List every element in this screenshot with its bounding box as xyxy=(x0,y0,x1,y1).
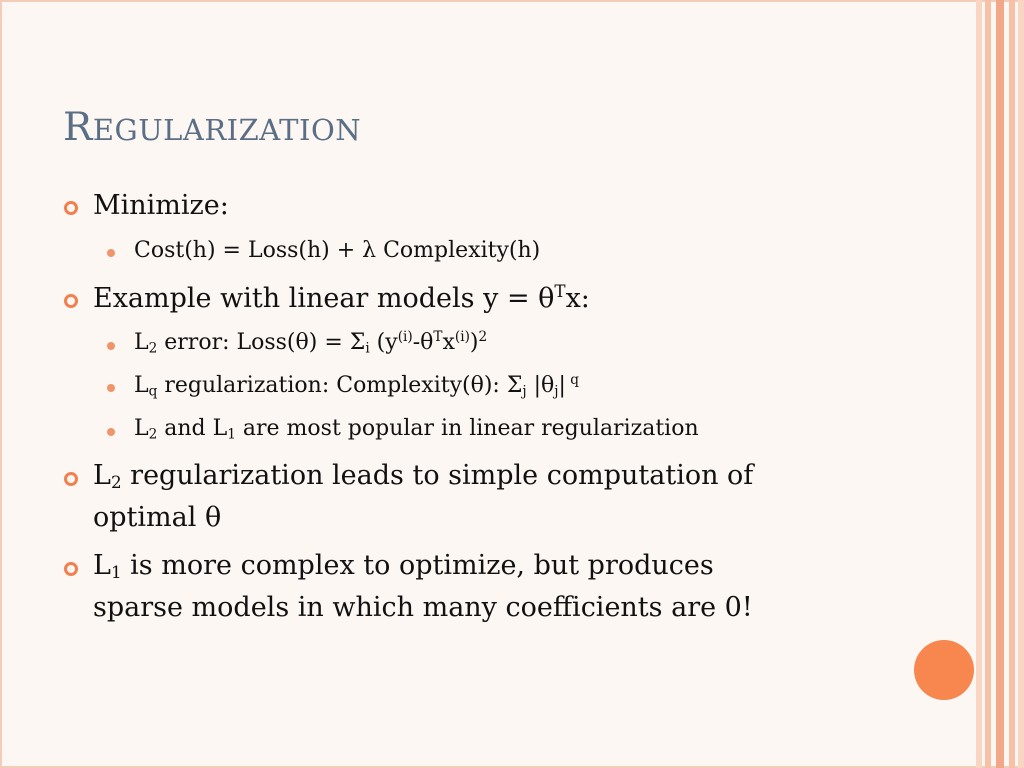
bullet-text: Minimize: xyxy=(93,190,229,221)
sub-bullet-icon xyxy=(107,249,115,257)
bullet-text: x: xyxy=(565,283,590,314)
stripe xyxy=(1018,0,1024,768)
subscript: q xyxy=(148,383,158,400)
text: x xyxy=(442,330,455,355)
subscript: i xyxy=(365,340,370,357)
text: L xyxy=(93,550,111,581)
text: is more complex to optimize, but produces xyxy=(121,550,714,581)
superscript: (i) xyxy=(454,328,470,345)
bullet-icon xyxy=(64,201,78,215)
text: |θ xyxy=(526,373,555,398)
sub-bullet-l2-error xyxy=(134,330,487,355)
text: optimal θ xyxy=(93,502,222,533)
bullet-l2-regularization-line2 xyxy=(93,502,221,533)
sub-bullet-icon xyxy=(107,342,115,350)
text: L xyxy=(134,330,149,355)
title-rest: EGULARIZATION xyxy=(92,113,362,147)
sub-bullet-cost xyxy=(134,238,540,263)
decorative-circle xyxy=(914,640,974,700)
text: -θ xyxy=(412,330,434,355)
text: L xyxy=(93,460,111,491)
superscript: (i) xyxy=(397,328,413,345)
superscript: q xyxy=(565,371,580,388)
bullet-text: Cost(h) = Loss(h) + λ Complexity(h) xyxy=(134,238,541,263)
bullet-icon xyxy=(64,472,78,486)
text: L xyxy=(134,416,149,441)
text: sparse models in which many coefficients are 0! xyxy=(93,592,753,623)
text: and L xyxy=(157,416,228,441)
text: are most popular in linear regularization xyxy=(235,416,699,441)
sub-bullet-lq xyxy=(134,373,579,398)
bullet-l1-complex-line2 xyxy=(93,592,753,623)
superscript: 2 xyxy=(478,328,488,345)
superscript: T xyxy=(433,328,443,345)
text: ) xyxy=(469,330,479,355)
sub-bullet-icon xyxy=(107,428,115,436)
bullet-example xyxy=(93,280,590,314)
subscript: 1 xyxy=(110,562,122,583)
sub-bullet-icon xyxy=(107,384,115,392)
stripe xyxy=(985,0,991,768)
stripe xyxy=(1009,0,1015,768)
stripe xyxy=(996,0,1004,768)
decorative-stripes xyxy=(976,0,1024,768)
subscript: 2 xyxy=(148,426,158,443)
subscript: j xyxy=(554,383,559,400)
bullet-l2-regularization xyxy=(93,460,753,491)
subscript: 2 xyxy=(148,340,158,357)
stripe xyxy=(976,0,982,768)
sub-bullet-popular xyxy=(134,416,699,441)
text: error: Loss(θ) = Σ xyxy=(157,330,366,355)
bullet-text: Example with linear models y = θ xyxy=(93,283,555,314)
subscript: 2 xyxy=(110,472,122,493)
superscript: T xyxy=(554,280,566,301)
subscript: j xyxy=(522,383,527,400)
bullet-icon xyxy=(64,562,78,576)
text: regularization: Complexity(θ): Σ xyxy=(157,373,523,398)
bullet-icon xyxy=(64,294,78,308)
text: regularization leads to simple computation of xyxy=(121,460,754,491)
bullet-minimize xyxy=(93,190,229,221)
text: | xyxy=(558,373,566,398)
text: L xyxy=(134,373,149,398)
text: (y xyxy=(369,330,398,355)
bullet-l1-complex xyxy=(93,550,714,581)
title-initial: R xyxy=(63,105,93,150)
subscript: 1 xyxy=(227,426,236,443)
